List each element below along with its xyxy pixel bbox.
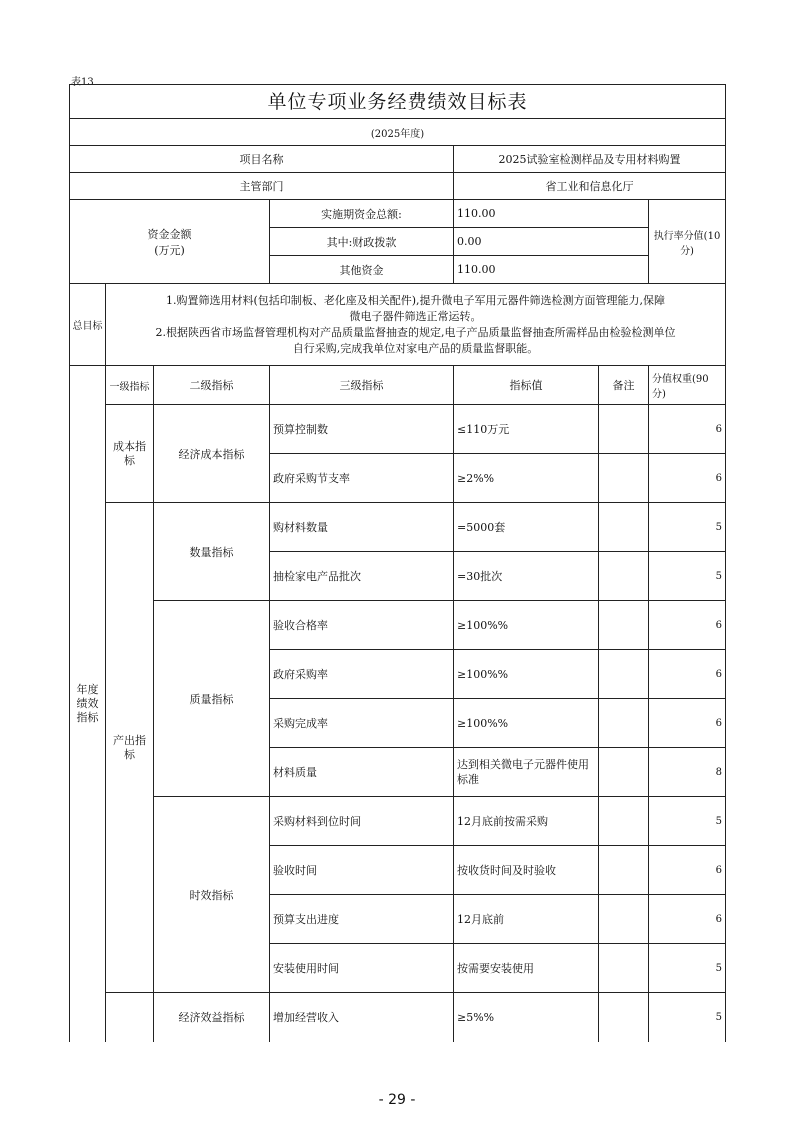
- indicator-remark: [599, 699, 649, 748]
- indicator-remark: [599, 552, 649, 601]
- indicator-name: 政府采购率: [270, 650, 454, 699]
- indicator-name: 采购材料到位时间: [270, 797, 454, 846]
- project-name-value: 2025试验室检测样品及专用材料购置: [454, 146, 726, 173]
- indicator-value: 达到相关微电子元器件使用标准: [454, 748, 599, 797]
- indicator-weight: 8: [649, 748, 726, 797]
- level2-quality: 质量指标: [154, 601, 270, 797]
- funding-label-line2: (万元): [154, 243, 185, 257]
- level1-output: 产出指标: [106, 503, 154, 993]
- indicator-value: =30批次: [454, 552, 599, 601]
- indicator-value: 12月底前按需采购: [454, 797, 599, 846]
- indicator-weight: 6: [649, 454, 726, 503]
- indicator-weight: 5: [649, 944, 726, 993]
- page-number: - 29 -: [378, 1092, 416, 1108]
- indicator-weight: 5: [649, 797, 726, 846]
- indicator-name: 验收时间: [270, 846, 454, 895]
- indicator-weight: 5: [649, 993, 726, 1042]
- indicator-value: 按收货时间及时验收: [454, 846, 599, 895]
- funding-other-value: 110.00: [454, 256, 649, 284]
- indicator-weight: 6: [649, 405, 726, 454]
- indicator-value: 按需要安装使用: [454, 944, 599, 993]
- overall-goal-text: [106, 284, 726, 366]
- indicator-weight: 6: [649, 699, 726, 748]
- indicator-name: 政府采购节支率: [270, 454, 454, 503]
- indicator-remark: [599, 944, 649, 993]
- indicator-name: 采购完成率: [270, 699, 454, 748]
- indicator-remark: [599, 993, 649, 1042]
- level2-economic-benefit: 经济效益指标: [154, 993, 270, 1042]
- indicator-value: ≥100%%: [454, 650, 599, 699]
- funding-label: [70, 200, 270, 284]
- indicator-name: 购材料数量: [270, 503, 454, 552]
- funding-total-value: 110.00: [454, 200, 649, 228]
- indicator-name: 安装使用时间: [270, 944, 454, 993]
- indicator-value: 12月底前: [454, 895, 599, 944]
- indicator-name: 材料质量: [270, 748, 454, 797]
- indicator-name: 增加经营收入: [270, 993, 454, 1042]
- indicator-value: =5000套: [454, 503, 599, 552]
- indicator-remark: [599, 846, 649, 895]
- table-tag: 表13: [71, 77, 94, 88]
- indicator-remark: [599, 895, 649, 944]
- level2-timeliness: 时效指标: [154, 797, 270, 993]
- level2-quantity: 数量指标: [154, 503, 270, 601]
- indicator-value: ≥5%%: [454, 993, 599, 1042]
- project-name-label: 项目名称: [70, 146, 454, 173]
- indicator-remark: [599, 797, 649, 846]
- overall-goal-label: 总目标: [70, 284, 106, 366]
- performance-table: [69, 84, 726, 1042]
- execution-score-label: 执行率分值(10分): [649, 200, 726, 284]
- header-value: 指标值: [454, 366, 599, 405]
- goal-line-1: 1.购置筛选用材料(包括印制板、老化座及相关配件),提升微电子军用元器件筛选检测方面管理能力,保障: [165, 293, 666, 307]
- funding-total-label: 实施期资金总额:: [270, 200, 454, 228]
- indicator-value: ≤110万元: [454, 405, 599, 454]
- header-weight: 分值权重(90分): [649, 366, 726, 405]
- header-remark: 备注: [599, 366, 649, 405]
- funding-fiscal-label: 其中:财政拨款: [270, 228, 454, 256]
- indicator-weight: 6: [649, 601, 726, 650]
- level2-economic-cost: 经济成本指标: [154, 405, 270, 503]
- indicator-remark: [599, 650, 649, 699]
- year-label: (2025年度): [70, 119, 726, 146]
- goal-line-4: 自行采购,完成我单位对家电产品的质量监督职能。: [292, 341, 539, 355]
- table-title: 单位专项业务经费绩效目标表: [70, 85, 726, 119]
- indicator-weight: 6: [649, 650, 726, 699]
- level1-benefit: [106, 993, 154, 1042]
- indicator-name: 抽检家电产品批次: [270, 552, 454, 601]
- department-label: 主管部门: [70, 173, 454, 200]
- indicator-weight: 5: [649, 503, 726, 552]
- funding-other-label: 其他资金: [270, 256, 454, 284]
- level1-cost: 成本指标: [106, 405, 154, 503]
- funding-label-line1: 资金金额: [147, 227, 192, 241]
- header-level1: 一级指标: [106, 366, 154, 405]
- funding-fiscal-value: 0.00: [454, 228, 649, 256]
- indicator-remark: [599, 748, 649, 797]
- indicator-remark: [599, 454, 649, 503]
- indicator-remark: [599, 503, 649, 552]
- indicator-value: ≥100%%: [454, 699, 599, 748]
- department-value: 省工业和信息化厅: [454, 173, 726, 200]
- indicator-weight: 6: [649, 895, 726, 944]
- indicator-weight: 6: [649, 846, 726, 895]
- indicator-name: 预算控制数: [270, 405, 454, 454]
- indicator-value: ≥2%%: [454, 454, 599, 503]
- annual-indicators-label: 年度绩效指标: [70, 366, 106, 1042]
- indicator-remark: [599, 405, 649, 454]
- goal-line-2: 微电子器件筛选正常运转。: [349, 309, 482, 323]
- indicator-weight: 5: [649, 552, 726, 601]
- indicator-name: 验收合格率: [270, 601, 454, 650]
- indicator-name: 预算支出进度: [270, 895, 454, 944]
- header-level2: 二级指标: [154, 366, 270, 405]
- indicator-remark: [599, 601, 649, 650]
- indicator-value: ≥100%%: [454, 601, 599, 650]
- goal-line-3: 2.根据陕西省市场监督管理机构对产品质量监督抽查的规定,电子产品质量监督抽查所需样品由检验检测单位: [155, 325, 676, 339]
- header-level3: 三级指标: [270, 366, 454, 405]
